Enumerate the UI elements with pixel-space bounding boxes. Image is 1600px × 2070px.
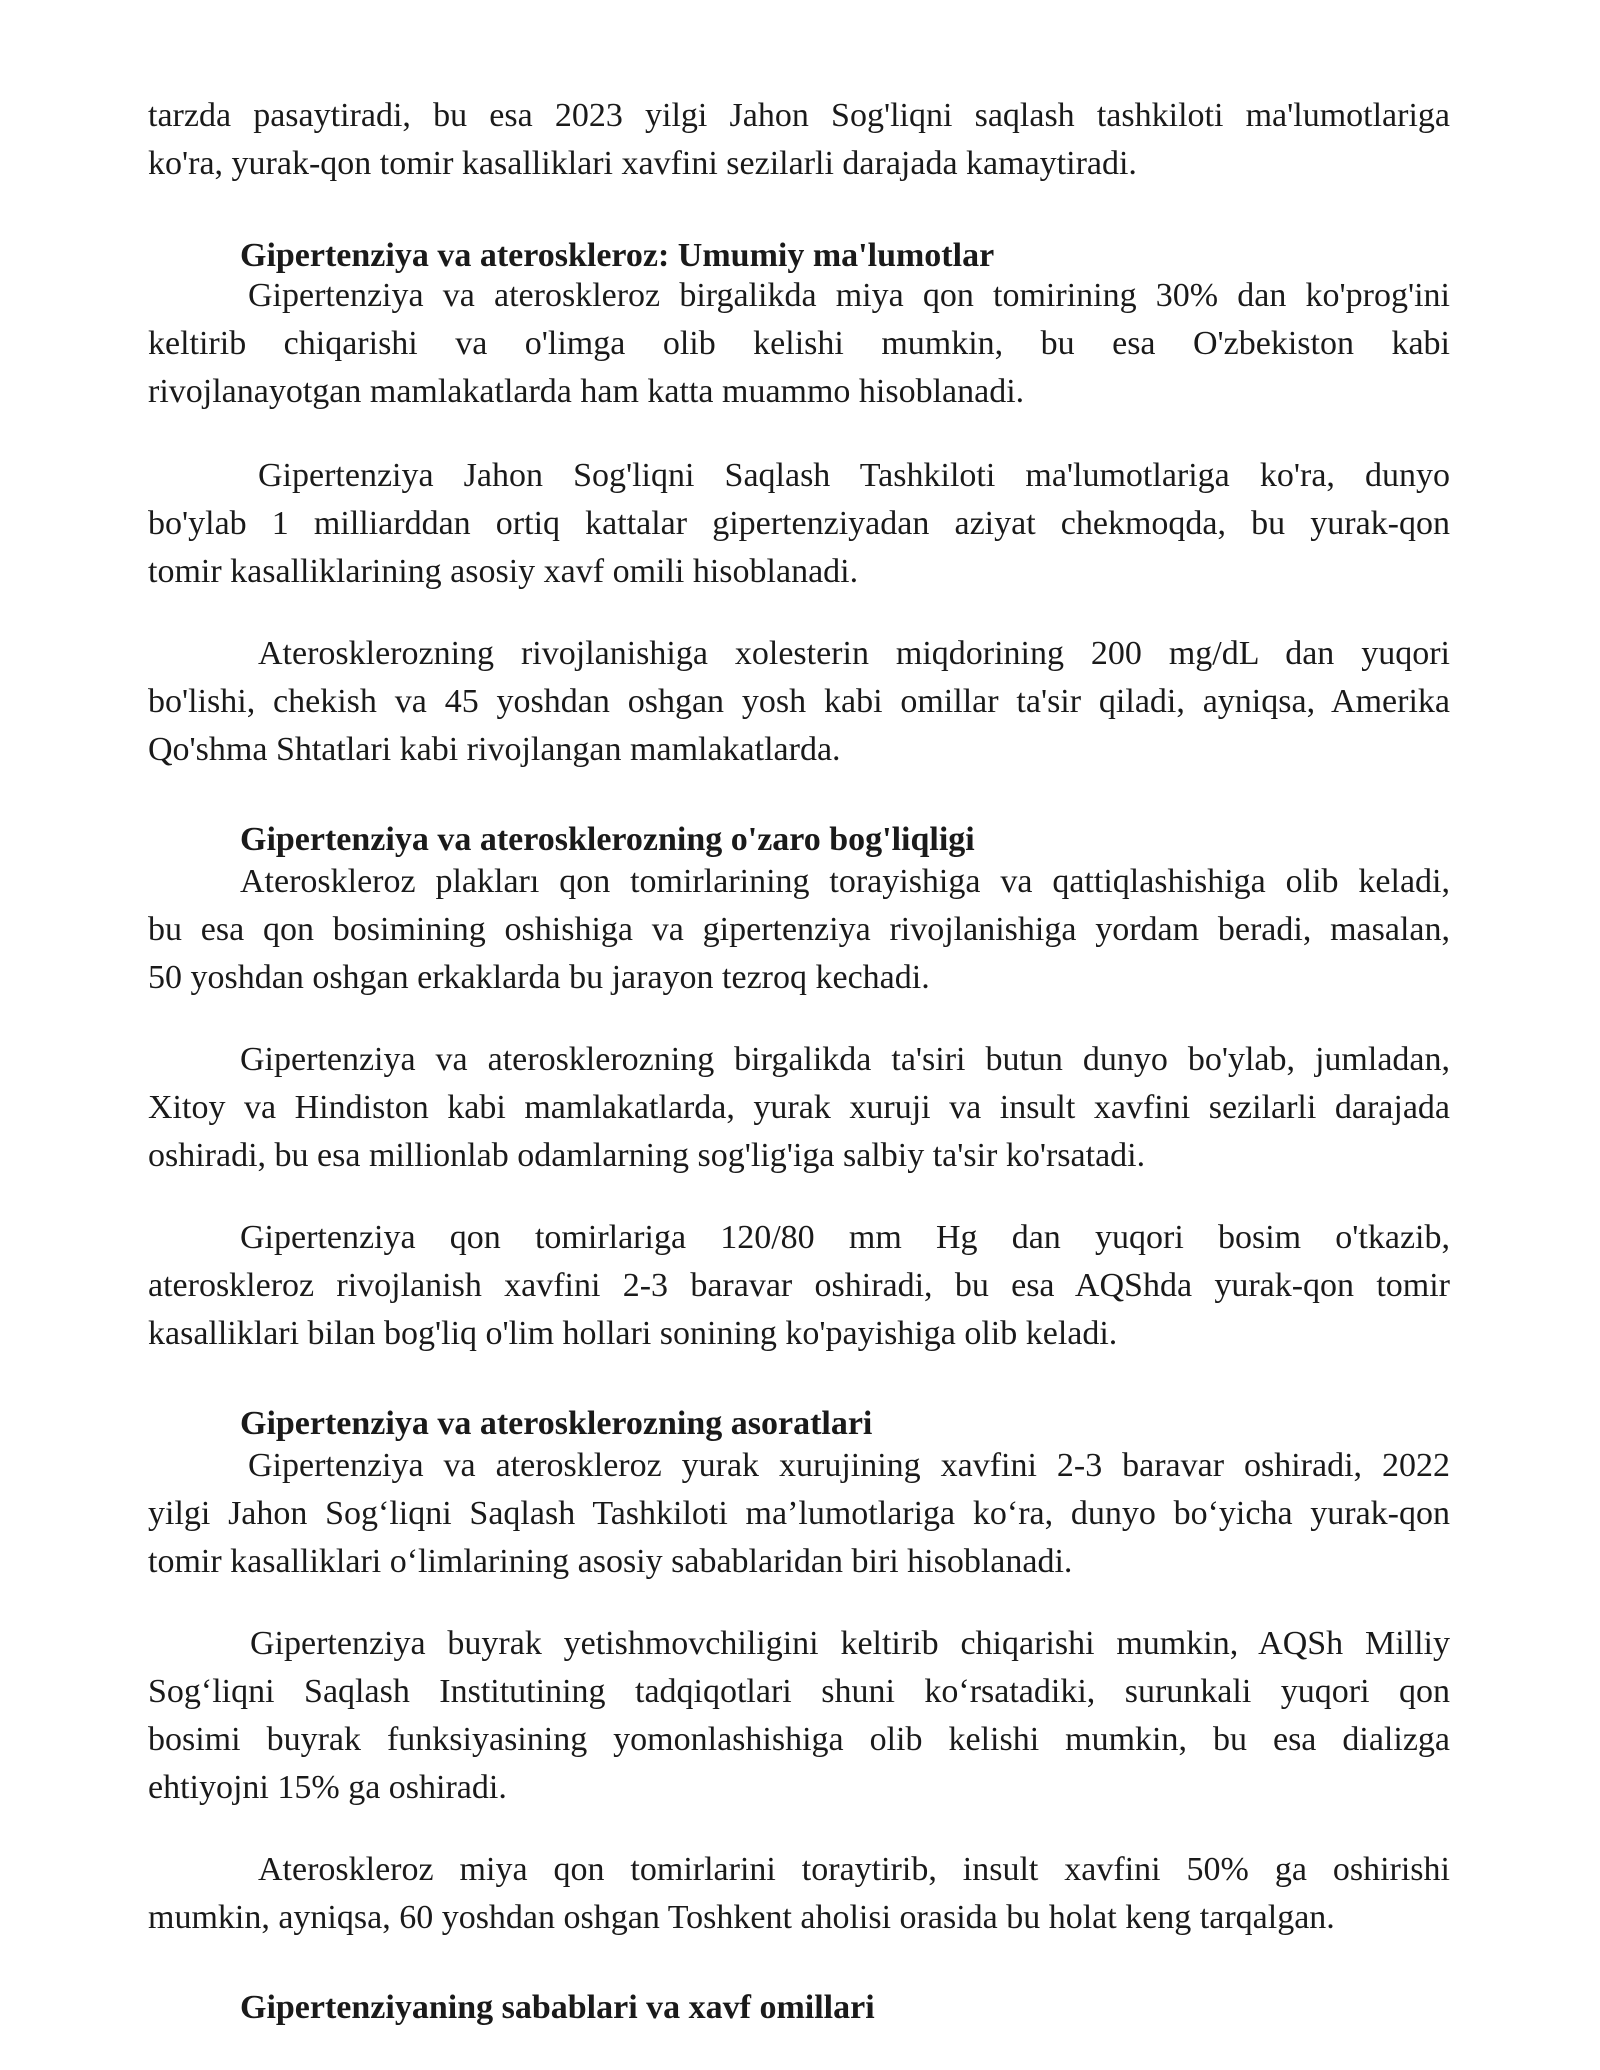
paragraph-line: tarzda pasaytiradi, bu esa 2023 yilgi Jahon Sog'liqni saqlash tashkiloti ma'lumotlariga [148,97,1450,134]
section-heading-text: Gipertenziya va aterosklerozning o'zaro bog'liqligi [240,821,975,858]
paragraph-line: 50 yoshdan oshgan erkaklarda bu jarayon tezroq kechadi. [148,959,930,996]
paragraph-line: tomir kasalliklarining asosiy xavf omili hisoblanadi. [148,553,859,590]
paragraph-line: ateroskleroz rivojlanish xavfini 2-3 baravar oshiradi, bu esa AQShda yurak-qon tomir [148,1267,1450,1304]
paragraph [148,1620,1450,1812]
section-heading-text: Gipertenziya va ateroskleroz: Umumiy ma'lumotlar [240,237,995,274]
paragraph [148,272,1450,416]
section-heading-text: Gipertenziya va aterosklerozning asoratlari [240,1405,873,1442]
paragraph-line: keltirib chiqarishi va o'limga olib kelishi mumkin, bu esa O'zbekiston kabi [148,325,1450,362]
paragraph-line: oshiradi, bu esa millionlab odamlarning sog'lig'iga salbiy ta'sir ko'rsatadi. [148,1137,1146,1174]
paragraph [148,92,1450,188]
paragraph [148,858,1450,1002]
paragraph-line: Aterosklerozning rivojlanishiga xolesterin miqdorining 200 mg/dL dan yuqori [258,635,1450,672]
section-heading-text: Gipertenziyaning sabablari va xavf omillari [240,1989,875,2026]
paragraph [148,1214,1450,1358]
paragraph [148,452,1450,596]
paragraph-line: ehtiyojni 15% ga oshiradi. [148,1769,507,1806]
paragraph-line: tomir kasalliklari o‘limlarining asosiy sabablaridan biri hisoblanadi. [148,1543,1073,1580]
section-heading [148,816,1450,864]
paragraph-line: Sog‘liqni Saqlash Institutining tadqiqotlari shuni ko‘rsatadiki, surunkali yuqori qon [148,1673,1450,1710]
paragraph-line: bosimi buyrak funksiyasining yomonlashishiga olib kelishi mumkin, bu esa dializga [148,1721,1450,1758]
paragraph-line: mumkin, ayniqsa, 60 yoshdan oshgan Toshkent aholisi orasida bu holat keng tarqalgan. [148,1899,1335,1936]
paragraph-line: Gipertenziya Jahon Sog'liqni Saqlash Tashkiloti ma'lumotlariga ko'ra, dunyo [258,457,1450,494]
section-heading [148,1984,1450,2032]
paragraph-line: Ateroskleroz miya qon tomirlarini toraytirib, insult xavfini 50% ga oshirishi [258,1851,1450,1888]
paragraph [148,1442,1450,1586]
paragraph-line: kasalliklari bilan bog'liq o'lim hollari sonining ko'payishiga olib keladi. [148,1315,1118,1352]
paragraph-line: Ateroskleroz plakları qon tomirlarining torayishiga va qattiqlashishiga olib keladi, [240,863,1450,900]
paragraph-line: rivojlanayotgan mamlakatlarda ham katta muammo hisoblanadi. [148,373,1025,410]
paragraph-line: Gipertenziya buyrak yetishmovchiligini keltirib chiqarishi mumkin, AQSh Milliy [250,1625,1450,1662]
paragraph-line: ko'ra, yurak-qon tomir kasalliklari xavfini sezilarli darajada kamaytiradi. [148,145,1137,182]
paragraph-line: Gipertenziya va ateroskleroz birgalikda miya qon tomirining 30% dan ko'prog'ini [248,277,1450,314]
section-heading [148,1400,1450,1448]
paragraph-line: Gipertenziya qon tomirlariga 120/80 mm Hg dan yuqori bosim o'tkazib, [240,1219,1450,1256]
paragraph-line: Gipertenziya va ateroskleroz yurak xurujining xavfini 2-3 baravar oshiradi, 2022 [248,1447,1450,1484]
paragraph-line: Xitoy va Hindiston kabi mamlakatlarda, yurak xuruji va insult xavfini sezilarli darajada [148,1089,1450,1126]
paragraph-line: Qo'shma Shtatlari kabi rivojlangan mamlakatlarda. [148,731,841,768]
paragraph [148,1846,1450,1942]
paragraph [148,630,1450,774]
paragraph [148,1036,1450,1180]
paragraph-line: yilgi Jahon Sog‘liqni Saqlash Tashkiloti ma’lumotlariga ko‘ra, dunyo bo‘yicha yurak-qon [148,1495,1450,1532]
paragraph-line: Gipertenziya va aterosklerozning birgalikda ta'siri butun dunyo bo'ylab, jumladan, [240,1041,1450,1078]
paragraph-line: bu esa qon bosimining oshishiga va gipertenziya rivojlanishiga yordam beradi, masalan, [148,911,1450,948]
paragraph-line: bo'ylab 1 milliarddan ortiq kattalar gipertenziyadan aziyat chekmoqda, bu yurak-qon [148,505,1450,542]
paragraph-line: bo'lishi, chekish va 45 yoshdan oshgan yosh kabi omillar ta'sir qiladi, ayniqsa, Amerika [148,683,1450,720]
